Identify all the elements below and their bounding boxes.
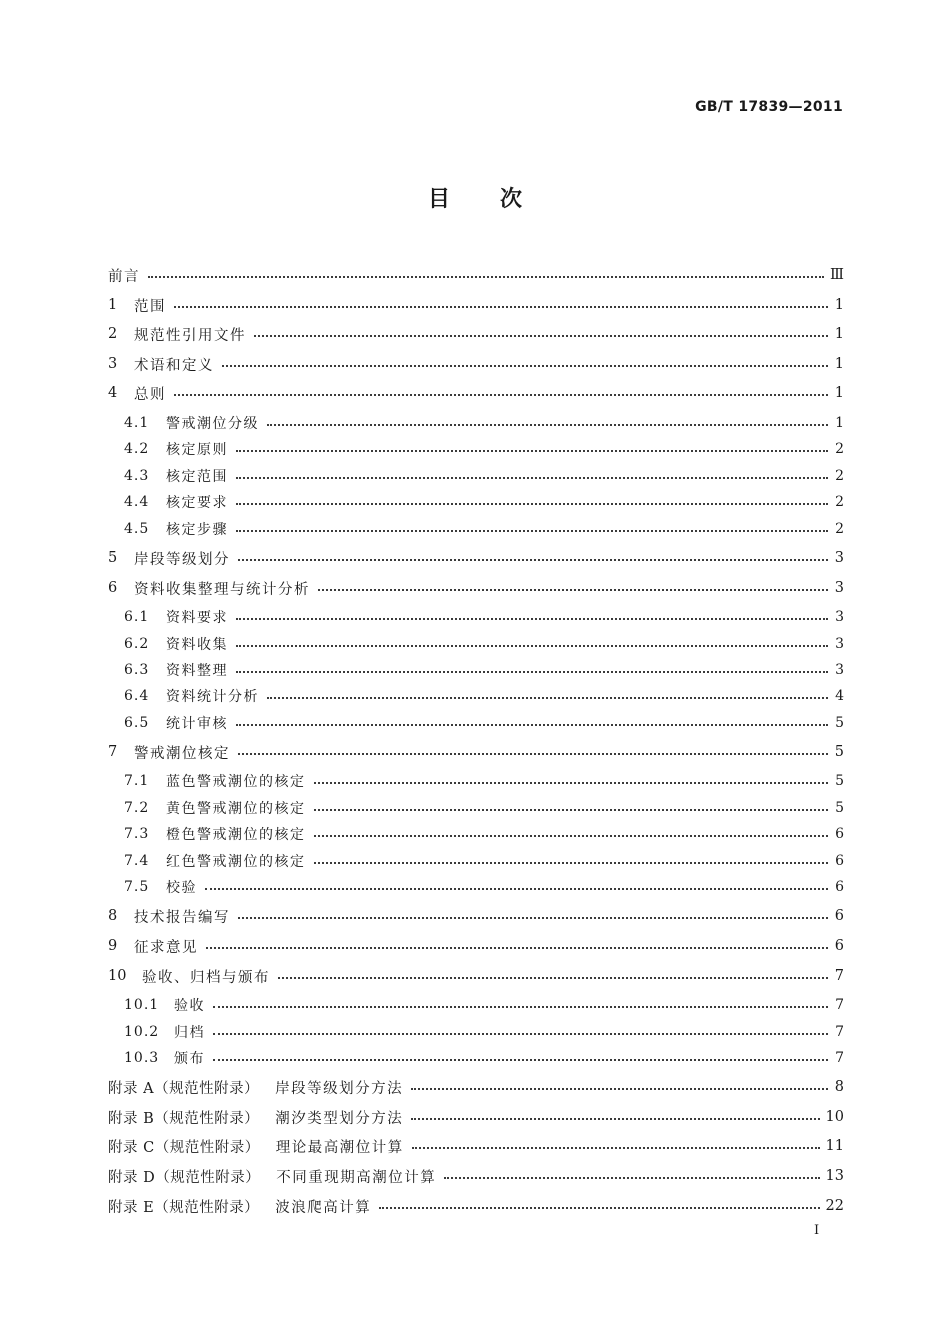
toc-entry-page: 22	[825, 1198, 844, 1214]
toc-entry[interactable]	[108, 1045, 844, 1071]
toc-entry[interactable]	[108, 1193, 844, 1219]
toc-entry-label: 核定步骤	[166, 522, 228, 538]
dot-leader	[236, 645, 828, 647]
toc-entry-label: 资料统计分析	[166, 689, 259, 705]
toc-entry-page: Ⅲ	[830, 267, 844, 283]
toc-entry-page: 13	[825, 1168, 844, 1184]
toc-entry-page: 6	[834, 938, 844, 954]
toc-entry-number: 1	[108, 297, 118, 313]
toc-entry-page: 8	[834, 1079, 844, 1095]
toc-entry-label: 潮汐类型划分方法	[275, 1110, 404, 1127]
standard-code: GB/T 17839—2011	[695, 99, 843, 115]
toc-entry[interactable]	[108, 410, 844, 436]
toc-entry-number: 7.3	[124, 826, 150, 842]
page-title	[0, 182, 950, 213]
toc-entry-label: 颁布	[174, 1051, 205, 1067]
toc-entry-label: 校验	[166, 880, 197, 896]
toc-entry-label: 资料要求	[166, 610, 228, 626]
toc-entry[interactable]	[108, 1133, 844, 1159]
dot-leader	[222, 365, 828, 367]
toc-entry[interactable]	[108, 575, 844, 601]
toc-entry-page: 5	[835, 800, 844, 816]
toc-entry-number: 7.4	[124, 853, 150, 869]
toc-entry-page: 4	[835, 688, 844, 704]
toc-entry-page: 5	[835, 715, 844, 731]
toc-entry-label: 核定范围	[166, 469, 228, 485]
dot-leader	[238, 559, 828, 561]
toc-entry-number: 4.4	[124, 494, 150, 510]
toc-entry-label: 前言	[108, 268, 140, 285]
toc-entry[interactable]	[108, 489, 844, 515]
dot-leader	[236, 724, 828, 726]
toc-entry-page: 3	[835, 662, 844, 678]
dot-leader	[411, 1088, 828, 1090]
toc-entry-number: 7.1	[124, 773, 150, 789]
toc-entry-number: 5	[108, 550, 118, 566]
toc-entry-label: 理论最高潮位计算	[275, 1139, 404, 1156]
toc-entry[interactable]	[108, 992, 844, 1018]
toc-entry[interactable]	[108, 436, 844, 462]
toc-entry-number: 10.3	[124, 1050, 160, 1066]
toc-entry-page: 1	[834, 297, 844, 313]
toc-entry-page: 3	[834, 580, 844, 596]
toc-entry[interactable]	[108, 631, 844, 657]
toc-entry[interactable]	[108, 933, 844, 959]
toc-entry-number: 6.4	[124, 688, 150, 704]
toc-entry[interactable]	[108, 604, 844, 630]
toc-entry-label: 资料收集	[166, 637, 228, 653]
toc-entry[interactable]	[108, 292, 844, 318]
toc-entry-number: 10.1	[124, 997, 160, 1013]
toc-entry[interactable]	[108, 710, 844, 736]
dot-leader	[238, 753, 828, 755]
toc-entry-label: 技术报告编写	[134, 909, 230, 926]
dot-leader	[174, 306, 828, 308]
dot-leader	[278, 977, 828, 979]
toc-entry-number: 3	[108, 356, 118, 372]
toc-entry-number: 4.5	[124, 521, 150, 537]
toc-entry[interactable]	[108, 657, 844, 683]
toc-entry[interactable]	[108, 768, 844, 794]
toc-entry-label: 不同重现期高潮位计算	[276, 1169, 437, 1186]
toc-entry[interactable]	[108, 463, 844, 489]
toc-entry-number: 4.3	[124, 468, 150, 484]
toc-entry-page: 10	[825, 1109, 844, 1125]
toc-entry[interactable]	[108, 848, 844, 874]
toc-entry-number: 6.5	[124, 715, 150, 731]
toc-entry-label: 核定原则	[166, 442, 228, 458]
toc-entry[interactable]	[108, 963, 844, 989]
toc-entry[interactable]	[108, 795, 844, 821]
dot-leader	[379, 1207, 819, 1209]
dot-leader	[254, 335, 828, 337]
toc-entry-number: 7	[108, 744, 118, 760]
toc-entry-page: 2	[835, 468, 844, 484]
toc-entry-label: 统计审核	[166, 716, 228, 732]
toc-entry[interactable]	[108, 1019, 844, 1045]
toc-entry[interactable]	[108, 262, 844, 288]
dot-leader	[213, 1006, 828, 1008]
toc-entry[interactable]	[108, 821, 844, 847]
toc-entry-number: 7.2	[124, 800, 150, 816]
toc-entry-page: 1	[834, 385, 844, 401]
toc-entry-label: 核定要求	[166, 495, 228, 511]
toc-entry-label: 波浪爬高计算	[275, 1199, 372, 1216]
dot-leader	[412, 1147, 820, 1149]
toc-entry-number: 10	[108, 968, 127, 984]
dot-leader	[236, 450, 828, 452]
toc-entry-number: 10.2	[124, 1024, 160, 1040]
toc-entry-label: 归档	[174, 1025, 205, 1041]
dot-leader	[236, 503, 828, 505]
dot-leader	[205, 888, 828, 890]
dot-leader	[236, 618, 828, 620]
toc-entry-label: 岸段等级划分	[134, 551, 230, 568]
toc-entry[interactable]	[108, 351, 844, 377]
toc-entry-page: 6	[835, 853, 844, 869]
toc-entry-number: 附录 D（规范性附录）	[108, 1169, 261, 1186]
toc-entry[interactable]	[108, 516, 844, 542]
toc-entry-page: 7	[835, 1050, 844, 1066]
toc-entry-page: 6	[835, 826, 844, 842]
dot-leader	[213, 1033, 828, 1035]
toc-entry-label: 征求意见	[134, 939, 198, 956]
toc-entry-page: 2	[835, 521, 844, 537]
toc-entry-label: 黄色警戒潮位的核定	[166, 801, 306, 817]
toc-entry[interactable]	[108, 1163, 844, 1189]
toc-entry-number: 4.2	[124, 441, 150, 457]
toc-entry-label: 蓝色警戒潮位的核定	[166, 774, 306, 790]
dot-leader	[148, 276, 824, 278]
toc-entry-page: 1	[835, 415, 844, 431]
toc-entry-number: 2	[108, 326, 118, 342]
toc-entry-page: 3	[835, 636, 844, 652]
toc-entry[interactable]	[108, 321, 844, 347]
dot-leader	[236, 477, 828, 479]
title-char-2: 次	[500, 186, 523, 212]
toc-entry-number: 9	[108, 938, 118, 954]
dot-leader	[213, 1059, 828, 1061]
dot-leader	[314, 862, 829, 864]
toc-entry-page: 2	[835, 441, 844, 457]
toc-entry-label: 术语和定义	[134, 357, 214, 374]
toc-entry-label: 验收、归档与颁布	[142, 969, 270, 986]
toc-entry-number: 4.1	[124, 415, 150, 431]
toc-entry-page: 3	[835, 609, 844, 625]
dot-leader	[318, 589, 828, 591]
toc-entry-number: 附录 C（规范性附录）	[108, 1139, 260, 1156]
toc-entry-page: 1	[834, 326, 844, 342]
dot-leader	[267, 424, 828, 426]
toc-entry-number: 8	[108, 908, 118, 924]
dot-leader	[206, 947, 828, 949]
toc-entry[interactable]	[108, 1074, 844, 1100]
dot-leader	[314, 835, 829, 837]
dot-leader	[238, 917, 828, 919]
toc-entry-number: 6	[108, 580, 118, 596]
toc-entry[interactable]	[108, 683, 844, 709]
toc-entry-page: 3	[834, 550, 844, 566]
toc-entry-number: 4	[108, 385, 118, 401]
dot-leader	[444, 1177, 819, 1179]
toc-entry-number: 附录 B（规范性附录）	[108, 1110, 260, 1127]
toc-entry-page: 7	[834, 968, 844, 984]
page-number: I	[814, 1223, 820, 1238]
toc-entry-number: 附录 E（规范性附录）	[108, 1199, 260, 1216]
dot-leader	[236, 671, 828, 673]
toc-entry[interactable]	[108, 903, 844, 929]
toc-entry-label: 警戒潮位分级	[166, 416, 259, 432]
toc-entry-number: 6.1	[124, 609, 150, 625]
toc-entry[interactable]	[108, 874, 844, 900]
dot-leader	[314, 809, 829, 811]
toc-entry-page: 5	[834, 744, 844, 760]
toc-entry-page: 5	[835, 773, 844, 789]
dot-leader	[236, 530, 828, 532]
toc-entry[interactable]	[108, 380, 844, 406]
toc-entry-label: 总则	[134, 386, 166, 403]
title-char-1: 目	[427, 186, 450, 212]
toc-entry-page: 6	[834, 908, 844, 924]
toc-entry[interactable]	[108, 739, 844, 765]
toc-entry-label: 规范性引用文件	[134, 327, 246, 344]
toc-entry-label: 验收	[174, 998, 205, 1014]
toc-entry-page: 2	[835, 494, 844, 510]
toc-entry-number: 6.3	[124, 662, 150, 678]
dot-leader	[314, 782, 829, 784]
toc-entry-label: 橙色警戒潮位的核定	[166, 827, 306, 843]
toc-entry[interactable]	[108, 545, 844, 571]
toc-entry-label: 警戒潮位核定	[134, 745, 230, 762]
toc-entry-label: 资料收集整理与统计分析	[134, 581, 310, 598]
toc-entry-label: 范围	[134, 298, 166, 315]
toc-entry-number: 7.5	[124, 879, 150, 895]
toc-entry-page: 7	[835, 1024, 844, 1040]
toc-entry-number: 附录 A（规范性附录）	[108, 1080, 260, 1097]
dot-leader	[174, 394, 828, 396]
toc-entry-number: 6.2	[124, 636, 150, 652]
toc-entry-label: 红色警戒潮位的核定	[166, 854, 306, 870]
toc-entry-label: 岸段等级划分方法	[275, 1080, 404, 1097]
toc-entry-page: 11	[825, 1138, 844, 1154]
toc-entry-page: 1	[834, 356, 844, 372]
toc-entry-page: 7	[835, 997, 844, 1013]
dot-leader	[267, 697, 828, 699]
dot-leader	[411, 1118, 819, 1120]
toc-entry[interactable]	[108, 1104, 844, 1130]
toc-entry-page: 6	[835, 879, 844, 895]
toc-entry-label: 资料整理	[166, 663, 228, 679]
